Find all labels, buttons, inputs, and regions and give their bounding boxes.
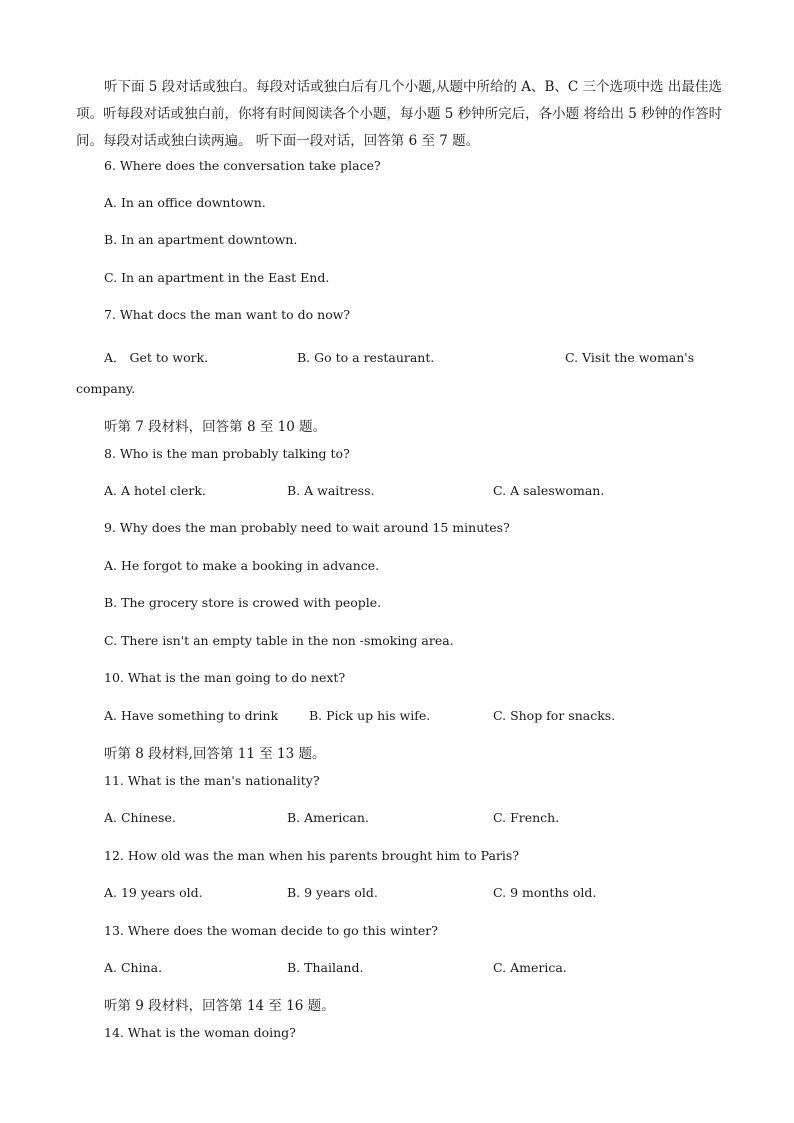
question-stem: 7. What docs the man want to do now? — [104, 307, 351, 322]
option-c: C. There isn't an empty table in the non -smoking area. — [104, 633, 454, 648]
option-b: B. Pick up his wife. — [309, 708, 431, 723]
question-stem: 12. How old was the man when his parents brought him to Paris? — [104, 848, 520, 863]
question-stem: 8. Who is the man probably talking to? — [104, 446, 350, 461]
option-b: B. Thailand. — [287, 960, 364, 975]
question-stem: 11. What is the man's nationality? — [104, 773, 320, 788]
option-b: B. Go to a restaurant. — [297, 350, 435, 365]
option-b: B. 9 years old. — [287, 885, 378, 900]
option-b: B. A waitress. — [287, 483, 375, 498]
question-stem: 13. Where does the woman decide to go this winter? — [104, 923, 438, 938]
option-c-continuation: company. — [76, 381, 136, 396]
option-a: A. He forgot to make a booking in advance. — [104, 558, 380, 573]
section-heading: 听第 9 段材料，回答第 14 至 16 题。 — [104, 998, 335, 1014]
question-stem: 14. What is the woman doing? — [104, 1025, 296, 1040]
option-c: C. Shop for snacks. — [493, 708, 616, 723]
option-b: B. The grocery store is crowed with people. — [104, 595, 382, 610]
section-heading: 听第 7 段材料，回答第 8 至 10 题。 — [104, 419, 327, 435]
question-stem: 9. Why does the man probably need to wait around 15 minutes? — [104, 520, 510, 535]
option-c: C. In an apartment in the East End. — [104, 270, 330, 285]
option-c: C. Visit the woman's — [565, 350, 695, 365]
section-heading: 听第 8 段材料,回答第 11 至 13 题。 — [104, 746, 326, 762]
option-a: A. Have something to drink — [104, 708, 279, 723]
option-a: A. In an office downtown. — [104, 195, 266, 210]
option-a: A. 19 years old. — [104, 885, 203, 900]
question-stem: 6. Where does the conversation take place? — [104, 158, 381, 173]
option-a: A. A hotel clerk. — [104, 483, 206, 498]
option-a: A． Get to work. — [104, 350, 209, 365]
question-stem: 10. What is the man going to do next? — [104, 670, 346, 685]
option-c: C. A saleswoman. — [493, 483, 605, 498]
section-intro: 听下面 5 段对话或独白。每段对话或独白后有几个小题,从题中所给的 A、B、C 三个选项中选 出最佳选项。听每段对话或独白前，你将有时间阅读各个小题，每小题 5 秒钟所完后，各小题 将给出 5 秒钟的作答时间。每段对话或独白读两遍。 听下面一段对话，回答第 6 至 7 题。 — [76, 79, 723, 149]
option-c: C. 9 months old. — [493, 885, 597, 900]
option-a: A. China. — [104, 960, 163, 975]
option-c: C. French. — [493, 810, 560, 825]
option-b: B. American. — [287, 810, 369, 825]
option-a: A. Chinese. — [104, 810, 176, 825]
option-b: B. In an apartment downtown. — [104, 232, 298, 247]
option-c: C. America. — [493, 960, 567, 975]
